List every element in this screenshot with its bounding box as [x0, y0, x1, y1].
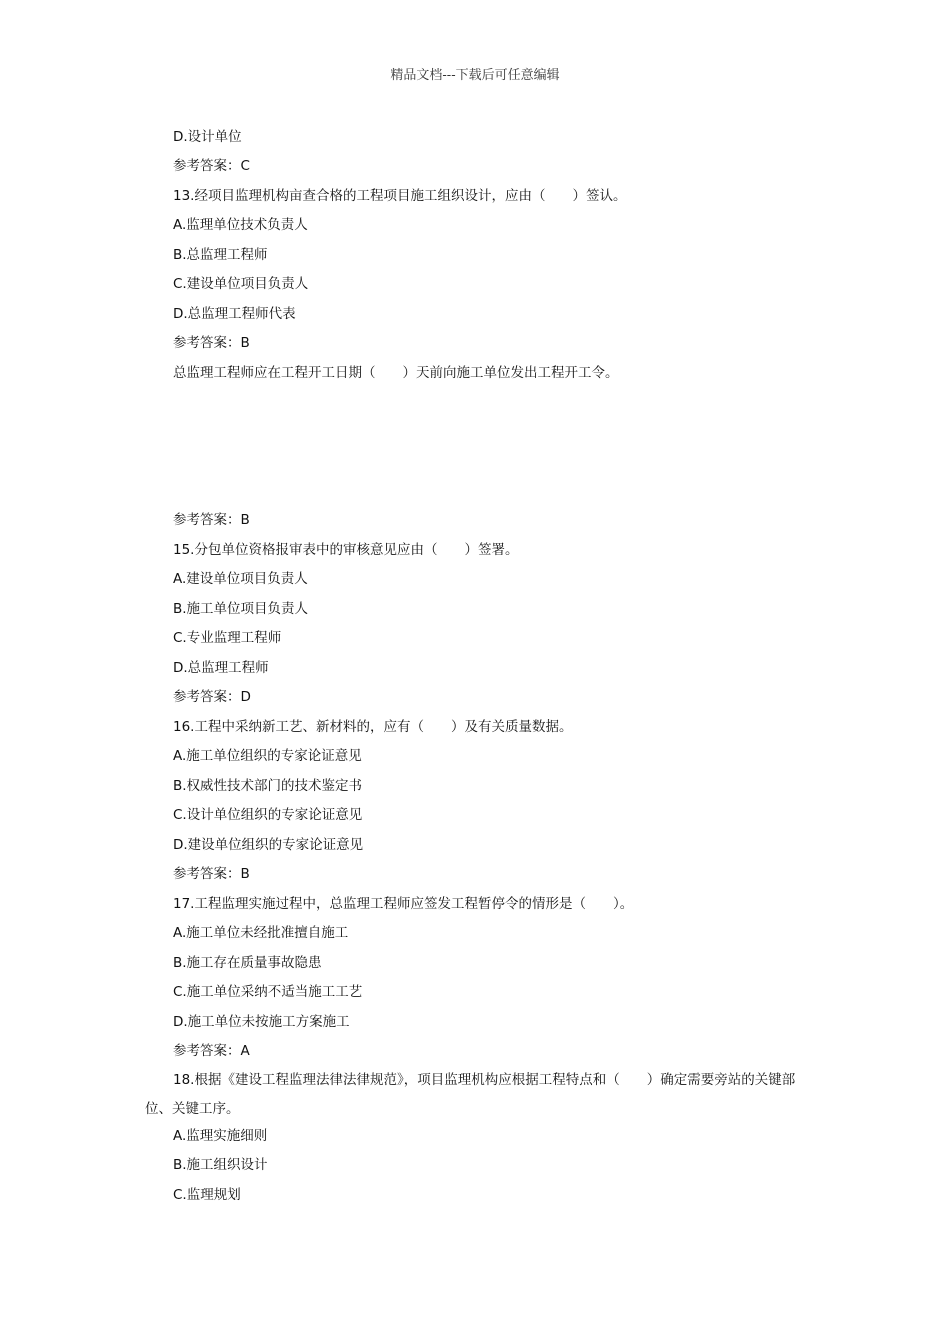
option-line: C.专业监理工程师: [173, 630, 282, 646]
option-line: D.设计单位: [173, 129, 242, 145]
option-line: A.施工单位组织的专家论证意见: [173, 748, 362, 764]
option-line: B.施工存在质量事故隐患: [173, 955, 322, 971]
option-line: D.总监理工程师代表: [173, 306, 296, 322]
option-line: C.设计单位组织的专家论证意见: [173, 807, 363, 823]
option-line: A.施工单位未经批准擅自施工: [173, 925, 349, 941]
question-line: 13.经项目监理机构亩查合格的工程项目施工组织设计，应由（ ）签认。: [173, 188, 627, 204]
option-line: B.权威性技术部门的技术鉴定书: [173, 778, 363, 794]
option-line: B.施工单位项目负责人: [173, 601, 309, 617]
answer-line: 参考答案：C: [173, 158, 250, 174]
option-line: A.监理单位技术负责人: [173, 217, 308, 233]
question-line: 16.工程中采纳新工艺、新材料的，应有（ ）及有关质量数据。: [173, 719, 573, 735]
answer-line: 参考答案：B: [173, 335, 250, 351]
answer-line: 参考答案：B: [173, 866, 250, 882]
option-line: C.施工单位采纳不适当施工工艺: [173, 984, 363, 1000]
answer-line: 参考答案：A: [173, 1043, 250, 1059]
answer-line: 参考答案：D: [173, 689, 251, 705]
page-header: 精品文档---下载后可任意编辑: [390, 68, 560, 83]
option-line: C.建设单位项目负责人: [173, 276, 309, 292]
option-line: C.监理规划: [173, 1187, 241, 1203]
option-line: B.施工组织设计: [173, 1157, 268, 1173]
question-line: 总监理工程师应在工程开工日期（ ）天前向施工单位发出工程开工令。: [173, 365, 619, 381]
option-line: B.总监理工程师: [173, 247, 268, 263]
option-line: A.监理实施细则: [173, 1128, 268, 1144]
question-line: 15.分包单位资格报审表中的审核意见应由（ ）签署。: [173, 542, 519, 558]
option-line: D.总监理工程师: [173, 660, 269, 676]
option-line: D.建设单位组织的专家论证意见: [173, 837, 364, 853]
answer-line: 参考答案：B: [173, 512, 250, 528]
question-line: 17.工程监理实施过程中，总监理工程师应签发工程暂停令的情形是（ ）。: [173, 896, 634, 912]
question-line: 18.根据《建设工程监理法律法律规范》，项目监理机构应根据工程特点和（ ）确定需要旁站的关键部位、关键工序。: [145, 1072, 796, 1117]
option-line: A.建设单位项目负责人: [173, 571, 308, 587]
option-line: D.施工单位未按施工方案施工: [173, 1014, 350, 1030]
